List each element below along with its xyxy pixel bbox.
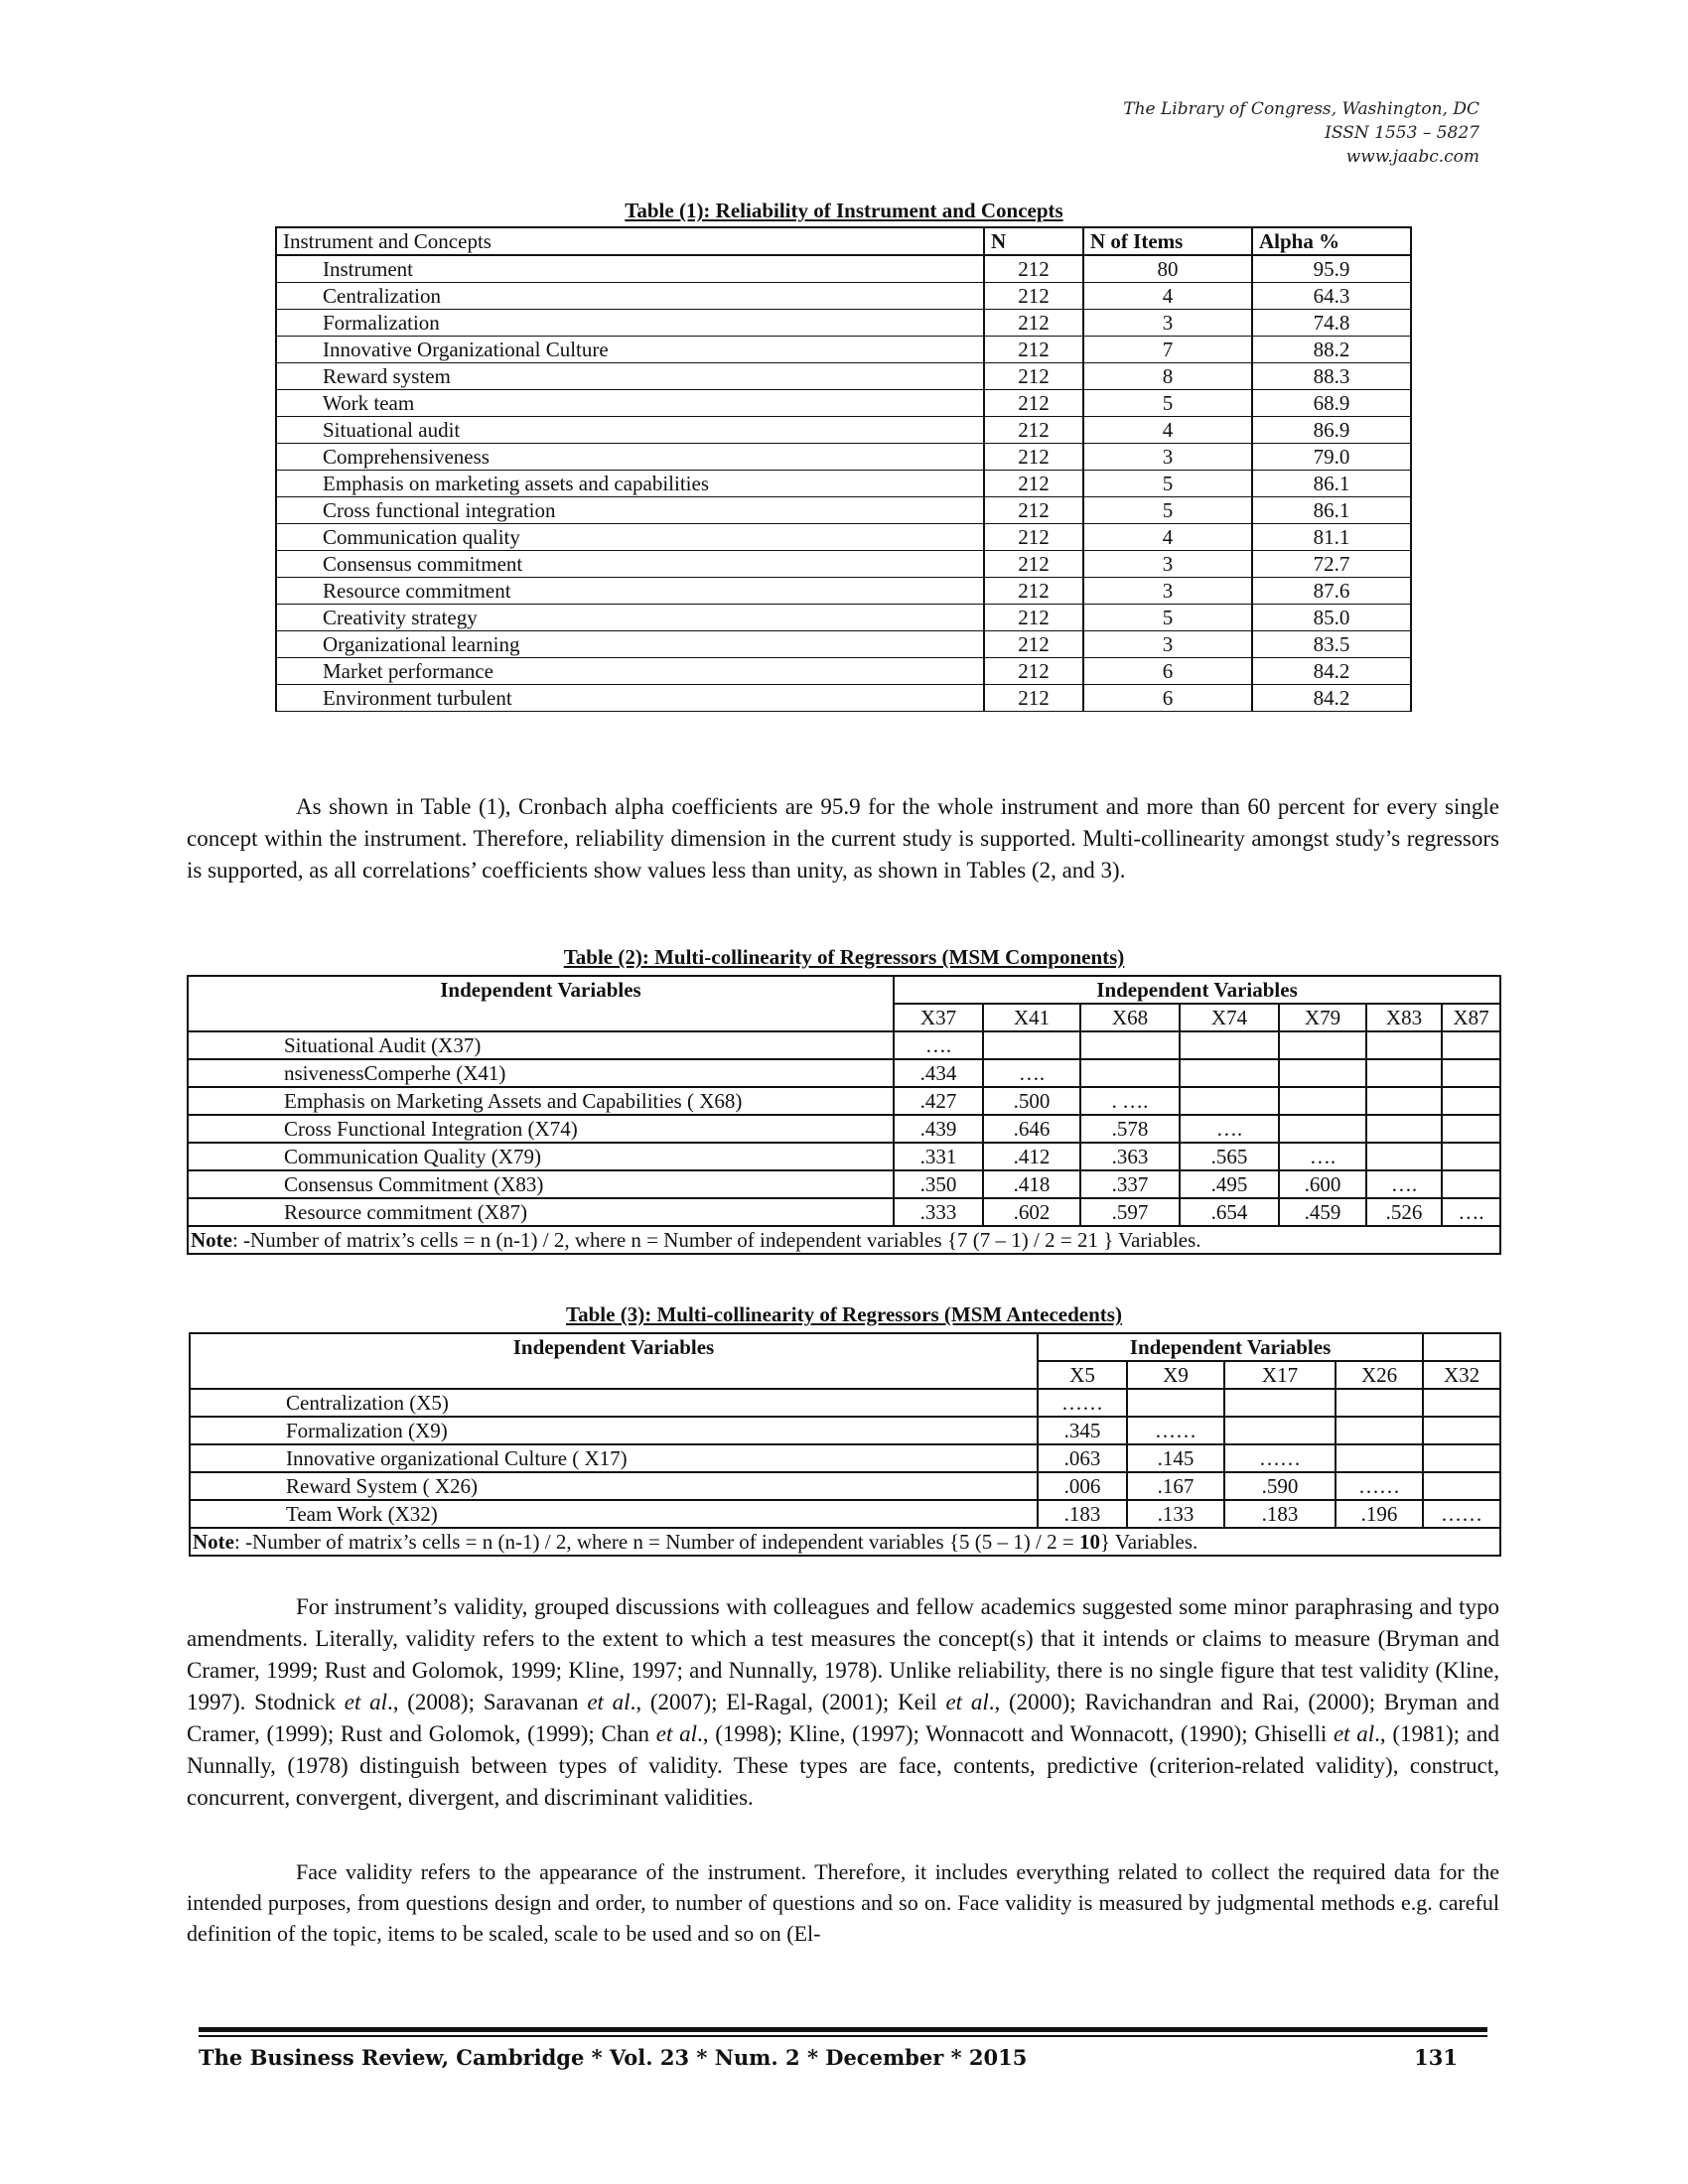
items-value: 4: [1083, 417, 1252, 444]
correlation-cell: [1180, 1059, 1279, 1087]
table2-col-x74: X74: [1180, 1004, 1279, 1031]
variable-label: Resource commitment (X87): [188, 1198, 894, 1226]
table1-col-items: N of Items: [1083, 227, 1252, 255]
correlation-cell: .654: [1180, 1198, 1279, 1226]
correlation-cell: ……: [1336, 1472, 1423, 1500]
variable-label: Formalization (X9): [190, 1417, 1038, 1444]
note-text: : -Number of matrix’s cells = n (n-1) / 2, where n = Number of independent variables {7 (7 – 1) / 2 = 21 } Variables.: [231, 1228, 1201, 1252]
table1-row: [276, 337, 1411, 363]
correlation-cell: [1224, 1389, 1336, 1417]
variable-label: Team Work (X32): [190, 1500, 1038, 1528]
correlation-cell: .006: [1038, 1472, 1127, 1500]
note-label: Note: [193, 1530, 234, 1554]
correlation-cell: [1442, 1059, 1500, 1087]
alpha-value: 86.1: [1252, 471, 1411, 497]
paragraph-validity: For instrument’s validity, grouped discussions with colleagues and fellow academics suggested some minor paraphrasing and typo amendments. Literally, validity refers to the extent to which a test measures the concept(s) that it intends or claims to measure (Bryman and Cramer, 1999; Rust and Golomok, 1999; Kline, 1997; and Nunnally, 1978). Unlike reliability, there is no single figure that test validity (Kline, 1997). Stodnick et al., (2008); Saravanan et al., (2007); El-Ragal, (2001); Keil et al., (2000); Ravichandran and Rai, (2000); Bryman and Cramer, (1999); Rust and Golomok, (1999); Chan et al., (1998); Kline, (1997); Wonnacott and Wonnacott, (1990); Ghiselli et al., (1981); and Nunnally, (1978) distinguish between types of validity. These types are face, contents, predictive (criterion-related validity), construct, concurrent, convergent, divergent, and discriminant validities.: [187, 1594, 1499, 1810]
variable-label: Reward System ( X26): [190, 1472, 1038, 1500]
correlation-cell: .590: [1224, 1472, 1336, 1500]
alpha-value: 68.9: [1252, 390, 1411, 417]
correlation-cell: .578: [1080, 1115, 1180, 1143]
correlation-cell: [1279, 1087, 1366, 1115]
concept-name: Situational audit: [276, 417, 984, 444]
table1-header-row: [276, 227, 1411, 255]
note-text: : -Number of matrix’s cells = n (n-1) / 2, where n = Number of independent variables {5 (5 – 1) / 2 =: [233, 1530, 1079, 1554]
correlation-cell: .439: [894, 1115, 983, 1143]
table1-row: [276, 497, 1411, 524]
correlation-cell: .646: [983, 1115, 1080, 1143]
correlation-cell: ….: [894, 1031, 983, 1059]
correlation-cell: [1180, 1031, 1279, 1059]
collinearity-components-table: [187, 975, 1501, 1255]
table1-row: [276, 417, 1411, 444]
concept-name: Resource commitment: [276, 578, 984, 605]
correlation-cell: .363: [1080, 1143, 1180, 1170]
concept-name: Consensus commitment: [276, 551, 984, 578]
table1-row: [276, 255, 1411, 283]
n-value: 212: [984, 337, 1083, 363]
correlation-cell: [1127, 1389, 1224, 1417]
table2-left-header: Independent Variables: [188, 976, 894, 1031]
table1-row: [276, 524, 1411, 551]
concept-name: Cross functional integration: [276, 497, 984, 524]
table3-row: [190, 1444, 1500, 1472]
table1-row: [276, 363, 1411, 390]
correlation-cell: .196: [1336, 1500, 1423, 1528]
table2-col-x83: X83: [1366, 1004, 1442, 1031]
correlation-cell: .412: [983, 1143, 1080, 1170]
table2-row: [188, 1087, 1500, 1115]
table3-note-row: [190, 1528, 1500, 1556]
alpha-value: 64.3: [1252, 283, 1411, 310]
table1-row: [276, 310, 1411, 337]
alpha-value: 85.0: [1252, 605, 1411, 631]
items-value: 3: [1083, 551, 1252, 578]
table2-caption: Table (2): Multi-collinearity of Regressors (MSM Components): [563, 945, 1125, 969]
correlation-cell: [1366, 1059, 1442, 1087]
alpha-value: 95.9: [1252, 255, 1411, 283]
items-value: 80: [1083, 255, 1252, 283]
correlation-cell: [1080, 1059, 1180, 1087]
alpha-value: 86.9: [1252, 417, 1411, 444]
header-line-1: The Library of Congress, Washington, DC: [1123, 99, 1479, 119]
table1-row: [276, 658, 1411, 685]
correlation-cell: ……: [1038, 1389, 1127, 1417]
correlation-cell: .350: [894, 1170, 983, 1198]
correlation-cell: .427: [894, 1087, 983, 1115]
correlation-cell: .133: [1127, 1500, 1224, 1528]
table3-row: [190, 1389, 1500, 1417]
items-value: 4: [1083, 283, 1252, 310]
paragraph-reliability: As shown in Table (1), Cronbach alpha coefficients are 95.9 for the whole instrument and more than 60 percent for every single concept within the instrument. Therefore, reliability dimension in the current study is supported. Multi-collinearity amongst study’s regressors is supported, as all correlations’ coefficients show values less than unity, as shown in Tables (2, and 3).: [187, 794, 1499, 883]
correlation-cell: .167: [1127, 1472, 1224, 1500]
table3-blank-header: [1423, 1333, 1500, 1361]
correlation-cell: [1180, 1087, 1279, 1115]
correlation-cell: .331: [894, 1143, 983, 1170]
alpha-value: 86.1: [1252, 497, 1411, 524]
correlation-cell: .183: [1038, 1500, 1127, 1528]
alpha-value: 87.6: [1252, 578, 1411, 605]
alpha-value: 74.8: [1252, 310, 1411, 337]
table2-header-row: [188, 976, 1500, 1004]
correlation-cell: .565: [1180, 1143, 1279, 1170]
table2-col-x79: X79: [1279, 1004, 1366, 1031]
concept-name: Work team: [276, 390, 984, 417]
correlation-cell: [1366, 1115, 1442, 1143]
correlation-cell: [1442, 1170, 1500, 1198]
table1-row: [276, 471, 1411, 497]
correlation-cell: [1423, 1444, 1500, 1472]
footer-text: The Business Review, Cambridge * Vol. 23 * Num. 2 * December * 2015: [199, 2045, 1028, 2070]
correlation-cell: [1423, 1417, 1500, 1444]
table3-col-x5: X5: [1038, 1361, 1127, 1389]
alpha-value: 88.2: [1252, 337, 1411, 363]
table3-row: [190, 1500, 1500, 1528]
paragraph-face-validity: Face validity refers to the appearance of the instrument. Therefore, it includes everything related to collect the required data for the intended purposes, from questions design and order, to number of questions and so on. Face validity is measured by judgmental methods e.g. careful definition of the topic, items to be scaled, scale to be used and so on (El-: [187, 1859, 1499, 1946]
alpha-value: 79.0: [1252, 444, 1411, 471]
n-value: 212: [984, 578, 1083, 605]
table3-right-header: Independent Variables: [1038, 1333, 1423, 1361]
correlation-cell: [1442, 1031, 1500, 1059]
correlation-cell: [1366, 1143, 1442, 1170]
correlation-cell: ….: [1180, 1115, 1279, 1143]
collinearity-antecedents-table: [189, 1332, 1501, 1557]
table2-note: [188, 1226, 1500, 1254]
table1-caption: Table (1): Reliability of Instrument and Concepts: [625, 199, 1063, 222]
table1-col-n: N: [984, 227, 1083, 255]
concept-name: Reward system: [276, 363, 984, 390]
table3-left-header: Independent Variables: [190, 1333, 1038, 1389]
n-value: 212: [984, 363, 1083, 390]
correlation-cell: .183: [1224, 1500, 1336, 1528]
variable-label: nsivenessComperhe (X41): [188, 1059, 894, 1087]
n-value: 212: [984, 551, 1083, 578]
n-value: 212: [984, 283, 1083, 310]
table3-row: [190, 1472, 1500, 1500]
correlation-cell: [1423, 1389, 1500, 1417]
items-value: 3: [1083, 310, 1252, 337]
variable-label: Communication Quality (X79): [188, 1143, 894, 1170]
concept-name: Organizational learning: [276, 631, 984, 658]
correlation-cell: ……: [1423, 1500, 1500, 1528]
table1-row: [276, 605, 1411, 631]
concept-name: Formalization: [276, 310, 984, 337]
note-bold-value: 10: [1078, 1530, 1100, 1554]
correlation-cell: [1442, 1087, 1500, 1115]
correlation-cell: .345: [1038, 1417, 1127, 1444]
table3-header-row: [190, 1333, 1500, 1361]
items-value: 7: [1083, 337, 1252, 363]
concept-name: Comprehensiveness: [276, 444, 984, 471]
correlation-cell: [1279, 1115, 1366, 1143]
table1-row: [276, 685, 1411, 712]
table2-row: [188, 1059, 1500, 1087]
variable-label: Emphasis on Marketing Assets and Capabilities ( X68): [188, 1087, 894, 1115]
correlation-cell: .337: [1080, 1170, 1180, 1198]
n-value: 212: [984, 524, 1083, 551]
table1-row: [276, 578, 1411, 605]
correlation-cell: [1442, 1115, 1500, 1143]
correlation-cell: [983, 1031, 1080, 1059]
alpha-value: 84.2: [1252, 685, 1411, 712]
items-value: 5: [1083, 471, 1252, 497]
reliability-table: [275, 226, 1412, 712]
table2-row: [188, 1115, 1500, 1143]
table2-col-x87: X87: [1442, 1004, 1500, 1031]
table2-col-x37: X37: [894, 1004, 983, 1031]
table3-col-x32: X32: [1423, 1361, 1500, 1389]
footer-rule: [199, 2027, 1487, 2037]
correlation-cell: [1080, 1031, 1180, 1059]
variable-label: Innovative organizational Culture ( X17): [190, 1444, 1038, 1472]
correlation-cell: .526: [1366, 1198, 1442, 1226]
table2-row: [188, 1143, 1500, 1170]
n-value: 212: [984, 685, 1083, 712]
table1-row: [276, 551, 1411, 578]
correlation-cell: ….: [1442, 1198, 1500, 1226]
alpha-value: 83.5: [1252, 631, 1411, 658]
table2-col-x41: X41: [983, 1004, 1080, 1031]
correlation-cell: .597: [1080, 1198, 1180, 1226]
correlation-cell: .495: [1180, 1170, 1279, 1198]
correlation-cell: [1366, 1031, 1442, 1059]
table3-row: [190, 1417, 1500, 1444]
correlation-cell: [1279, 1059, 1366, 1087]
concept-name: Instrument: [276, 255, 984, 283]
n-value: 212: [984, 605, 1083, 631]
items-value: 3: [1083, 578, 1252, 605]
correlation-cell: .333: [894, 1198, 983, 1226]
items-value: 3: [1083, 444, 1252, 471]
concept-name: Centralization: [276, 283, 984, 310]
items-value: 6: [1083, 685, 1252, 712]
correlation-cell: .063: [1038, 1444, 1127, 1472]
correlation-cell: .602: [983, 1198, 1080, 1226]
table1-row: [276, 444, 1411, 471]
table1-col-alpha: Alpha %: [1252, 227, 1411, 255]
journal-header: [1123, 97, 1479, 169]
table1-row: [276, 283, 1411, 310]
correlation-cell: [1336, 1444, 1423, 1472]
correlation-cell: [1423, 1472, 1500, 1500]
alpha-value: 84.2: [1252, 658, 1411, 685]
alpha-value: 81.1: [1252, 524, 1411, 551]
correlation-cell: .434: [894, 1059, 983, 1087]
n-value: 212: [984, 497, 1083, 524]
concept-name: Communication quality: [276, 524, 984, 551]
table2-right-header: Independent Variables: [894, 976, 1500, 1004]
concept-name: Environment turbulent: [276, 685, 984, 712]
correlation-cell: ….: [1279, 1143, 1366, 1170]
n-value: 212: [984, 631, 1083, 658]
table3-col-x9: X9: [1127, 1361, 1224, 1389]
variable-label: Centralization (X5): [190, 1389, 1038, 1417]
correlation-cell: ….: [1366, 1170, 1442, 1198]
correlation-cell: ……: [1224, 1444, 1336, 1472]
correlation-cell: .145: [1127, 1444, 1224, 1472]
correlation-cell: .500: [983, 1087, 1080, 1115]
correlation-cell: ……: [1127, 1417, 1224, 1444]
correlation-cell: [1224, 1417, 1336, 1444]
table3-caption: Table (3): Multi-collinearity of Regressors (MSM Antecedents): [566, 1302, 1122, 1326]
alpha-value: 72.7: [1252, 551, 1411, 578]
table1-row: [276, 390, 1411, 417]
table2-row: [188, 1031, 1500, 1059]
items-value: 6: [1083, 658, 1252, 685]
correlation-cell: [1279, 1031, 1366, 1059]
table3-col-x17: X17: [1224, 1361, 1336, 1389]
items-value: 3: [1083, 631, 1252, 658]
items-value: 8: [1083, 363, 1252, 390]
correlation-cell: [1336, 1389, 1423, 1417]
correlation-cell: ….: [983, 1059, 1080, 1087]
n-value: 212: [984, 444, 1083, 471]
n-value: 212: [984, 390, 1083, 417]
variable-label: Cross Functional Integration (X74): [188, 1115, 894, 1143]
table2-row: [188, 1170, 1500, 1198]
correlation-cell: .600: [1279, 1170, 1366, 1198]
items-value: 5: [1083, 605, 1252, 631]
note-label: Note: [191, 1228, 232, 1252]
table2-row: [188, 1198, 1500, 1226]
note-text-end: } Variables.: [1099, 1530, 1198, 1554]
variable-label: Situational Audit (X37): [188, 1031, 894, 1059]
n-value: 212: [984, 658, 1083, 685]
correlation-cell: .459: [1279, 1198, 1366, 1226]
n-value: 212: [984, 417, 1083, 444]
table3-col-x26: X26: [1336, 1361, 1423, 1389]
table2-note-row: [188, 1226, 1500, 1254]
correlation-cell: . ….: [1080, 1087, 1180, 1115]
variable-label: Consensus Commitment (X83): [188, 1170, 894, 1198]
header-line-2: ISSN 1553 – 5827: [1325, 123, 1479, 143]
n-value: 212: [984, 255, 1083, 283]
items-value: 5: [1083, 390, 1252, 417]
header-line-3: www.jaabc.com: [1345, 147, 1479, 167]
items-value: 4: [1083, 524, 1252, 551]
concept-name: Creativity strategy: [276, 605, 984, 631]
alpha-value: 88.3: [1252, 363, 1411, 390]
correlation-cell: [1336, 1417, 1423, 1444]
table1-row: [276, 631, 1411, 658]
page-number: 131: [1414, 2045, 1458, 2070]
n-value: 212: [984, 310, 1083, 337]
correlation-cell: [1442, 1143, 1500, 1170]
correlation-cell: .418: [983, 1170, 1080, 1198]
concept-name: Market performance: [276, 658, 984, 685]
journal-footer: [199, 2045, 1487, 2070]
concept-name: Emphasis on marketing assets and capabilities: [276, 471, 984, 497]
items-value: 5: [1083, 497, 1252, 524]
n-value: 212: [984, 471, 1083, 497]
concept-name: Innovative Organizational Culture: [276, 337, 984, 363]
table1-col-concepts: Instrument and Concepts: [276, 227, 984, 255]
table2-col-x68: X68: [1080, 1004, 1180, 1031]
table3-note: [190, 1528, 1500, 1556]
correlation-cell: [1366, 1087, 1442, 1115]
